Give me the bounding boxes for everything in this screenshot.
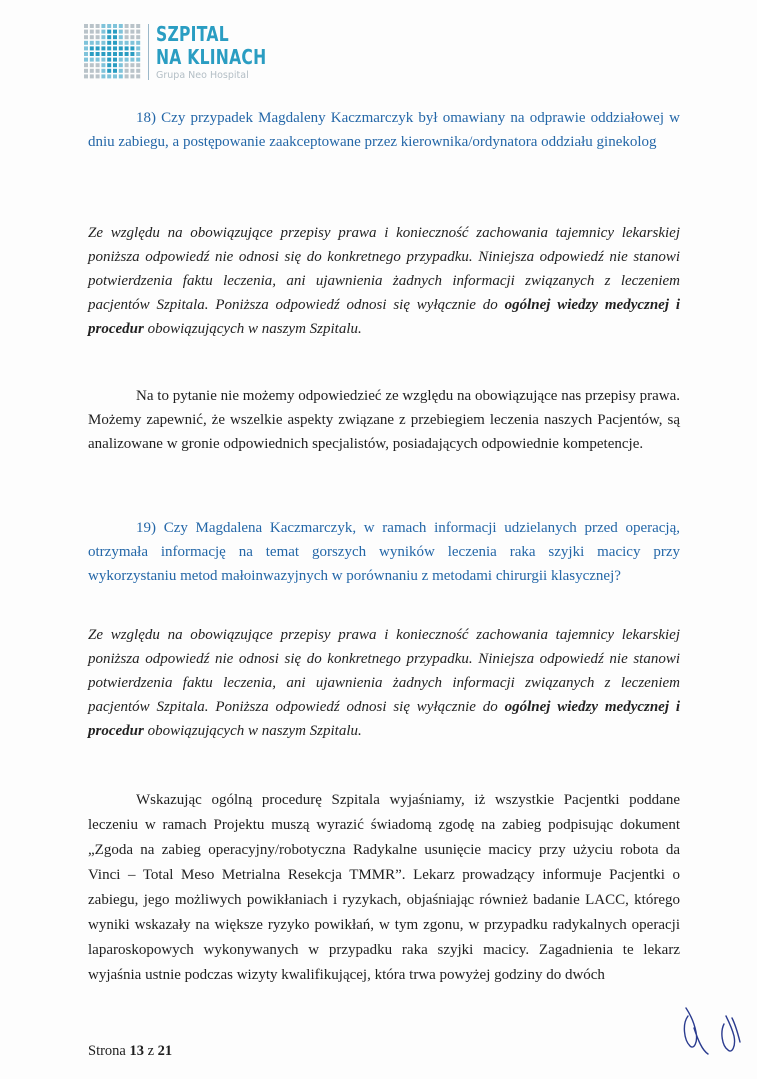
footer-total: 21 bbox=[157, 1043, 173, 1059]
logo-dot bbox=[84, 58, 88, 62]
disclaimer-1-bold: ogólnej wiedzy medycznej i procedur bbox=[88, 297, 680, 337]
logo-dot bbox=[136, 58, 140, 62]
logo-dot-grid-icon bbox=[84, 24, 142, 80]
logo-dot bbox=[136, 52, 140, 56]
logo-dot bbox=[84, 24, 88, 28]
logo-dot bbox=[130, 58, 134, 62]
logo-dot bbox=[96, 30, 100, 34]
handwritten-signature bbox=[668, 988, 750, 1058]
logo-dot bbox=[101, 69, 105, 73]
logo-line2: NA KLINACH bbox=[156, 45, 267, 69]
logo-dot bbox=[96, 52, 100, 56]
logo-dot bbox=[96, 58, 100, 62]
logo-dot bbox=[136, 30, 140, 34]
logo-dot bbox=[90, 74, 94, 78]
logo-dot bbox=[84, 35, 88, 39]
logo-dot bbox=[130, 69, 134, 73]
logo-subtitle: Grupa Neo Hospital bbox=[156, 70, 249, 81]
logo-dot bbox=[113, 24, 117, 28]
disclaimer-1-end: obowiązujących w naszym Szpitalu. bbox=[143, 321, 362, 337]
logo-dot bbox=[113, 74, 117, 78]
logo-dot bbox=[125, 35, 129, 39]
logo-dot bbox=[101, 52, 105, 56]
logo-dot bbox=[107, 41, 111, 45]
disclaimer-2-bold: ogólnej wiedzy medycznej i procedur bbox=[88, 699, 680, 739]
logo-dot bbox=[84, 69, 88, 73]
logo-dot bbox=[119, 35, 123, 39]
logo-dot bbox=[101, 35, 105, 39]
logo-dot bbox=[119, 52, 123, 56]
logo-dot bbox=[84, 52, 88, 56]
logo-dot bbox=[125, 41, 129, 45]
logo-dot bbox=[130, 52, 134, 56]
logo-dot bbox=[107, 58, 111, 62]
logo-dot bbox=[90, 35, 94, 39]
logo-dot bbox=[101, 24, 105, 28]
logo-dot bbox=[130, 41, 134, 45]
logo-dot bbox=[84, 30, 88, 34]
logo-dot bbox=[90, 24, 94, 28]
logo-dot bbox=[130, 74, 134, 78]
logo-dot bbox=[107, 30, 111, 34]
logo-dot bbox=[119, 41, 123, 45]
logo-dot bbox=[84, 74, 88, 78]
logo-dot bbox=[136, 63, 140, 67]
logo-dot bbox=[125, 58, 129, 62]
disclaimer-1-text: Ze względu na obowiązujące przepisy prawa i konieczność zachowania tajemnicy lekarskiej poniższa odpowiedź nie odnosi się do konkretnego przypadku. Niniejsza odpowiedź nie stanowi potwierdzenia faktu leczenia, ani ujawnienia żadnych informacji związanych z leczeniem pacjentów Szpitala. Poniższa odpowiedź odnosi się wyłącznie do bbox=[88, 225, 680, 313]
logo-dot bbox=[119, 69, 123, 73]
logo-dot bbox=[90, 63, 94, 67]
logo-dot bbox=[113, 63, 117, 67]
logo-dot bbox=[125, 46, 129, 50]
disclaimer-2-text: Ze względu na obowiązujące przepisy prawa i konieczność zachowania tajemnicy lekarskiej poniższa odpowiedź nie odnosi się do konkretnego przypadku. Niniejsza odpowiedź nie stanowi potwierdzenia faktu leczenia, ani ujawnienia żadnych informacji związanych z leczeniem pacjentów Szpitala. Poniższa odpowiedź odnosi się wyłącznie do bbox=[88, 627, 680, 715]
logo-dot bbox=[119, 46, 123, 50]
logo-dot bbox=[84, 63, 88, 67]
logo-dot bbox=[136, 69, 140, 73]
logo-dot bbox=[107, 46, 111, 50]
logo-dot bbox=[96, 74, 100, 78]
logo-dot bbox=[113, 58, 117, 62]
logo-dot bbox=[130, 35, 134, 39]
logo-dot bbox=[136, 24, 140, 28]
logo-dot bbox=[119, 63, 123, 67]
logo-dot bbox=[90, 30, 94, 34]
logo-dot bbox=[96, 63, 100, 67]
disclaimer-2 bbox=[88, 623, 680, 743]
logo-dot bbox=[101, 46, 105, 50]
logo-dot bbox=[84, 41, 88, 45]
logo-dot bbox=[96, 46, 100, 50]
logo-dot bbox=[96, 69, 100, 73]
logo-dot bbox=[113, 30, 117, 34]
logo-dot bbox=[130, 24, 134, 28]
logo-dot bbox=[101, 41, 105, 45]
logo-dot bbox=[113, 69, 117, 73]
page-footer bbox=[88, 1043, 172, 1060]
logo-dot bbox=[107, 69, 111, 73]
question-19: 19) Czy Magdalena Kaczmarczyk, w ramach informacji udzielanych przed operacją, otrzymała informację na temat gorszych wyników leczenia raka szyjki macicy przy wykorzystaniu metod małoinwazyjnych w porównaniu z metodami chirurgii klasycznej? bbox=[88, 520, 680, 584]
logo-dot bbox=[90, 69, 94, 73]
logo-dot bbox=[90, 52, 94, 56]
logo-dot bbox=[125, 52, 129, 56]
answer-19: Wskazując ogólną procedurę Szpitala wyjaśniamy, iż wszystkie Pacjentki poddane leczeniu w ramach Projektu muszą wyrazić świadomą zgodę na zabieg podpisując dokument „Zgoda na zabieg operacyjny/robotyczna Radykalne usunięcie macicy przy użyciu robota da Vinci – Total Meso Metrialna Resekcja TMMR”. Lekarz prowadzący informuje Pacjentki o zabiegu, jego możliwych powikłaniach i ryzykach, objaśniając również badanie LACC, którego wyniki wskazały na większe ryzyko powikłań, w tym zgonu, w przypadku radykalnych operacji laparoskopowych wykonywanych w przypadku raka szyjki macicy. Zagadnienia te lekarz wyjaśnia ustnie podczas wizyty kwalifikującej, która trwa powyżej godziny do dwóch bbox=[88, 792, 680, 983]
logo-dot bbox=[107, 63, 111, 67]
logo-line1: SZPITAL bbox=[156, 22, 229, 46]
logo-dot bbox=[125, 74, 129, 78]
logo-dot bbox=[90, 46, 94, 50]
logo-divider bbox=[148, 24, 149, 80]
logo-dot bbox=[136, 74, 140, 78]
logo-dot bbox=[107, 74, 111, 78]
answer-18: Na to pytanie nie możemy odpowiedzieć ze względu na obowiązujące nas przepisy prawa. Możemy zapewnić, że wszelkie aspekty związane z przebiegiem leczenia naszych Pacjentów, są analizowane w gronie odpowiednich specjalistów, posiadających odpowiednie kompetencje. bbox=[88, 388, 680, 452]
logo-dot bbox=[113, 52, 117, 56]
footer-sep: z bbox=[147, 1043, 155, 1059]
logo-dot bbox=[101, 74, 105, 78]
logo-dot bbox=[130, 30, 134, 34]
logo-dot bbox=[136, 41, 140, 45]
footer-page: 13 bbox=[129, 1043, 144, 1059]
logo-dot bbox=[101, 63, 105, 67]
logo-dot bbox=[96, 41, 100, 45]
logo-dot bbox=[136, 46, 140, 50]
logo-dot bbox=[125, 63, 129, 67]
logo-dot bbox=[125, 69, 129, 73]
logo-dot bbox=[119, 24, 123, 28]
logo-dot bbox=[96, 35, 100, 39]
logo-dot bbox=[113, 35, 117, 39]
logo-dot bbox=[107, 24, 111, 28]
logo-dot bbox=[107, 52, 111, 56]
logo-dot bbox=[107, 35, 111, 39]
logo-dot bbox=[130, 63, 134, 67]
footer-label: Strona bbox=[88, 1043, 126, 1059]
question-18: 18) Czy przypadek Magdaleny Kaczmarczyk był omawiany na odprawie oddziałowej w dniu zabiegu, a postępowanie zaakceptowane przez kierownika/ordynatora oddziału ginekolog bbox=[88, 110, 680, 150]
logo-dot bbox=[101, 58, 105, 62]
logo-dot bbox=[90, 41, 94, 45]
logo-dot bbox=[125, 30, 129, 34]
hospital-logo bbox=[84, 22, 284, 84]
logo-dot bbox=[84, 46, 88, 50]
logo-dot bbox=[119, 74, 123, 78]
logo-dot bbox=[113, 41, 117, 45]
logo-dot bbox=[119, 30, 123, 34]
logo-dot bbox=[90, 58, 94, 62]
disclaimer-2-end: obowiązujących w naszym Szpitalu. bbox=[143, 723, 362, 739]
logo-dot bbox=[113, 46, 117, 50]
disclaimer-1 bbox=[88, 221, 680, 341]
logo-dot bbox=[101, 30, 105, 34]
logo-dot bbox=[136, 35, 140, 39]
logo-dot bbox=[130, 46, 134, 50]
logo-dot bbox=[96, 24, 100, 28]
logo-dot bbox=[119, 58, 123, 62]
logo-dot bbox=[125, 24, 129, 28]
